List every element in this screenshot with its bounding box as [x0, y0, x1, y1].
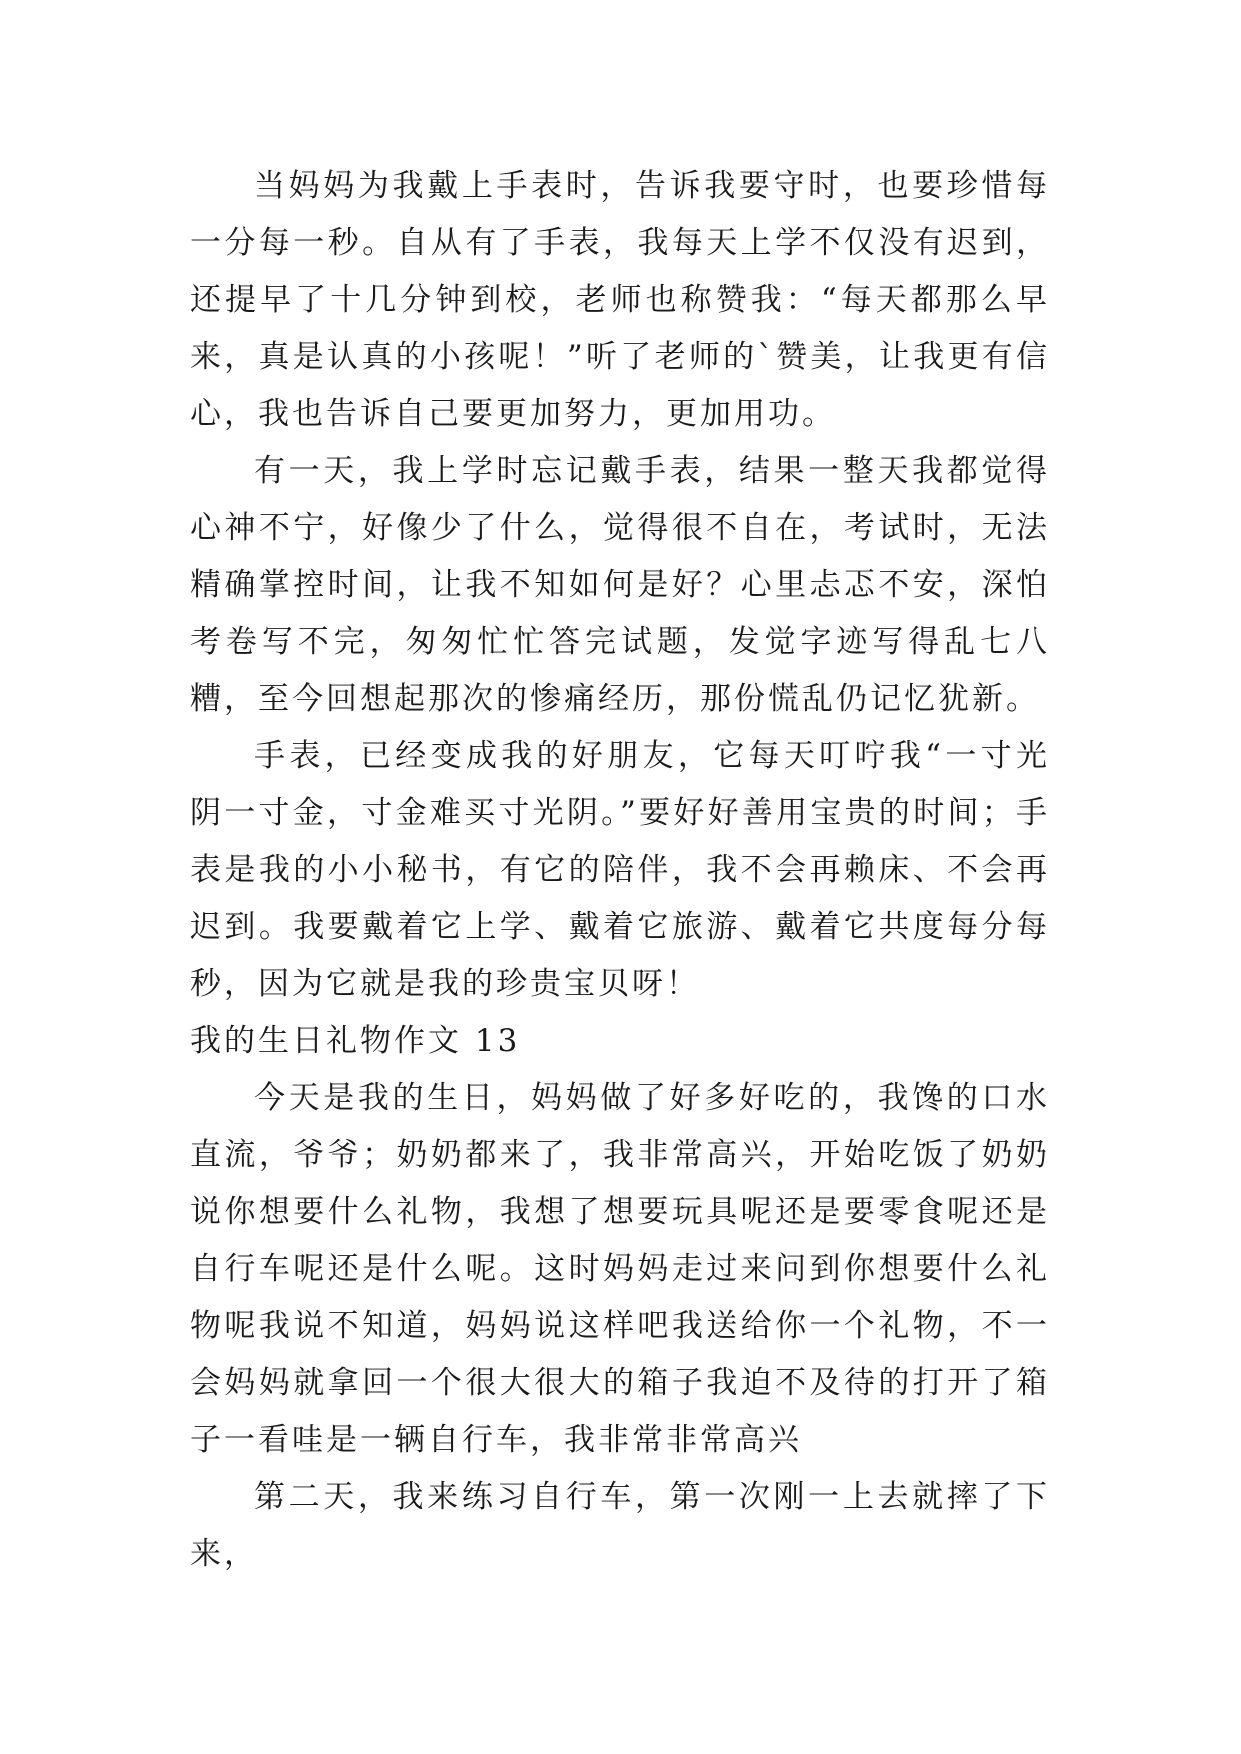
paragraph-watch-friend: 手表，已经变成我的好朋友，它每天叮咛我“一寸光阴一寸金，寸金难买寸光阴。”要好好善用宝贵的时间；手表是我的小小秘书，有它的陪伴，我不会再赖床、不会再迟到。我要戴着它上学、戴着它旅游、戴着它共度每分每秒，因为它就是我的珍贵宝贝呀！	[190, 738, 1050, 1002]
paragraph-forgot-watch: 有一天，我上学时忘记戴手表，结果一整天我都觉得心神不宁，好像少了什么，觉得很不自在，考试时，无法精确掌控时间，让我不知如何是好？心里忐忑不安，深怕考卷写不完，匆匆忙忙答完试题，发觉字迹写得乱七八糟，至今回想起那次的惨痛经历，那份慌乱仍记忆犹新。	[190, 453, 1050, 717]
paragraph-watch-punctuality: 当妈妈为我戴上手表时，告诉我要守时，也要珍惜每一分每一秒。自从有了手表，我每天上学不仅没有迟到，还提早了十几分钟到校，老师也称赞我：“每天都那么早来，真是认真的小孩呢！”听了老师的`赞美，让我更有信心，我也告诉自己要更加努力，更加用功。	[190, 168, 1050, 432]
section-title: 我的生日礼物作文 13	[190, 1023, 521, 1059]
document-body	[190, 158, 1050, 1583]
paragraph-second-day: 第二天，我来练习自行车，第一次刚一上去就摔了下来，	[190, 1479, 1050, 1572]
paragraph-birthday-gift: 今天是我的生日，妈妈做了好多好吃的，我馋的口水直流，爷爷；奶奶都来了，我非常高兴，开始吃饭了奶奶说你想要什么礼物，我想了想要玩具呢还是要零食呢还是自行车呢还是什么呢。这时妈妈走过来问到你想要什么礼物呢我说不知道，妈妈说这样吧我送给你一个礼物，不一会妈妈就拿回一个很大很大的箱子我迫不及待的打开了箱子一看哇是一辆自行车，我非常非常高兴	[190, 1080, 1050, 1458]
